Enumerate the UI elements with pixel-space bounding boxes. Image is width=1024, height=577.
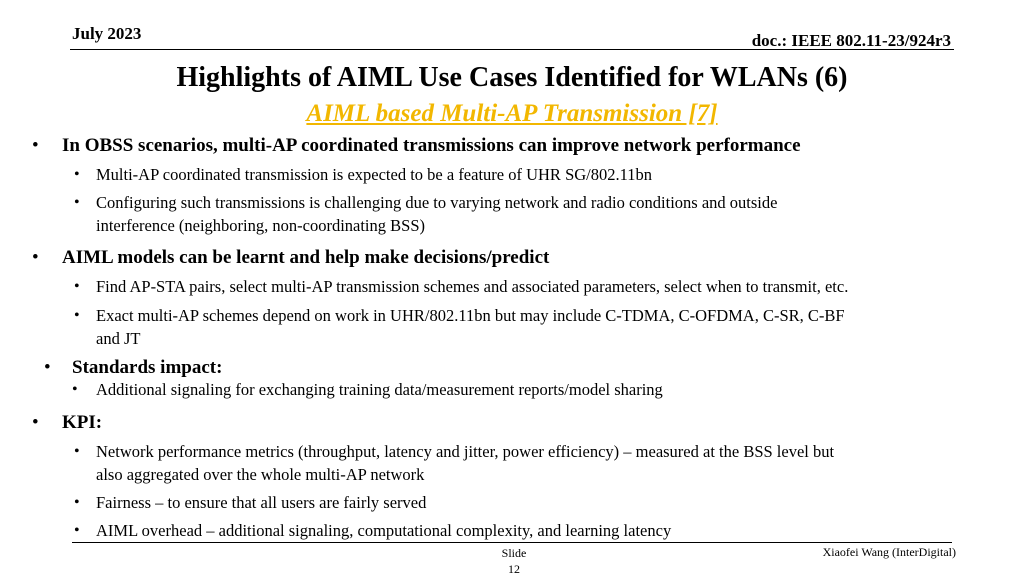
bullet-4-text: KPI: (62, 412, 103, 433)
header-doc-id: doc.: IEEE 802.11-23/924r3 (751, 31, 951, 50)
bullet-1-sub-1: Multi-AP coordinated transmission is expected to be a feature of UHR SG/802.11bn (96, 165, 653, 184)
bullet-2-sub-2: Exact multi-AP schemes depend on work in UHR/802.11bn but may include C-TDMA, C-OFDMA, C-SR, C-BF (96, 306, 845, 325)
header-date: July 2023 (72, 24, 142, 43)
bullet-marker: • (32, 247, 39, 268)
bullet-4-sub-2: Fairness – to ensure that all users are fairly served (96, 493, 427, 512)
footer-slide-label: Slide (501, 546, 527, 560)
slide-subtitle: AIML based Multi-AP Transmission [7] (306, 100, 718, 127)
bullet-4-sub-3: AIML overhead – additional signaling, computational complexity, and learning latency (96, 521, 672, 540)
bullet-4-sub-1: Network performance metrics (throughput, latency and jitter, power efficiency) – measured at the BSS level but (96, 442, 835, 461)
sub-bullet-marker: • (74, 443, 80, 460)
sub-bullet-marker: • (72, 381, 78, 398)
sub-bullet-marker: • (74, 307, 80, 324)
footer-author: Xiaofei Wang (InterDigital) (822, 545, 956, 559)
sub-bullet-marker: • (74, 278, 80, 295)
bullet-marker: • (32, 412, 39, 433)
slide-title: Highlights of AIML Use Cases Identified for WLANs (6) (176, 62, 848, 93)
sub-bullet-marker: • (74, 522, 80, 539)
sub-bullet-marker: • (74, 194, 80, 211)
bullet-marker: • (32, 135, 39, 156)
bullet-1-text: In OBSS scenarios, multi-AP coordinated transmissions can improve network performance (62, 135, 801, 156)
bullet-marker: • (44, 357, 51, 378)
sub-bullet-marker: • (74, 166, 80, 183)
bullet-1-sub-2: Configuring such transmissions is challenging due to varying network and radio conditions and outside (96, 193, 778, 212)
header-rule (70, 49, 954, 50)
bullet-4-sub-1-cont: also aggregated over the whole multi-AP network (96, 465, 425, 484)
bullet-2-sub-2-cont: and JT (96, 329, 141, 348)
footer-slide-number (492, 545, 536, 577)
bullet-2-sub-1: Find AP-STA pairs, select multi-AP transmission schemes and associated parameters, select when to transmit, etc. (96, 277, 849, 296)
bullet-3-sub-1: Additional signaling for exchanging training data/measurement reports/model sharing (96, 380, 663, 399)
bullet-3-text: Standards impact: (72, 357, 223, 378)
bullet-1-sub-2-cont: interference (neighboring, non-coordinating BSS) (96, 216, 425, 235)
footer-slide-value: 12 (508, 562, 520, 576)
bullet-2-text: AIML models can be learnt and help make decisions/predict (62, 247, 550, 268)
sub-bullet-marker: • (74, 494, 80, 511)
footer-rule (72, 542, 952, 543)
